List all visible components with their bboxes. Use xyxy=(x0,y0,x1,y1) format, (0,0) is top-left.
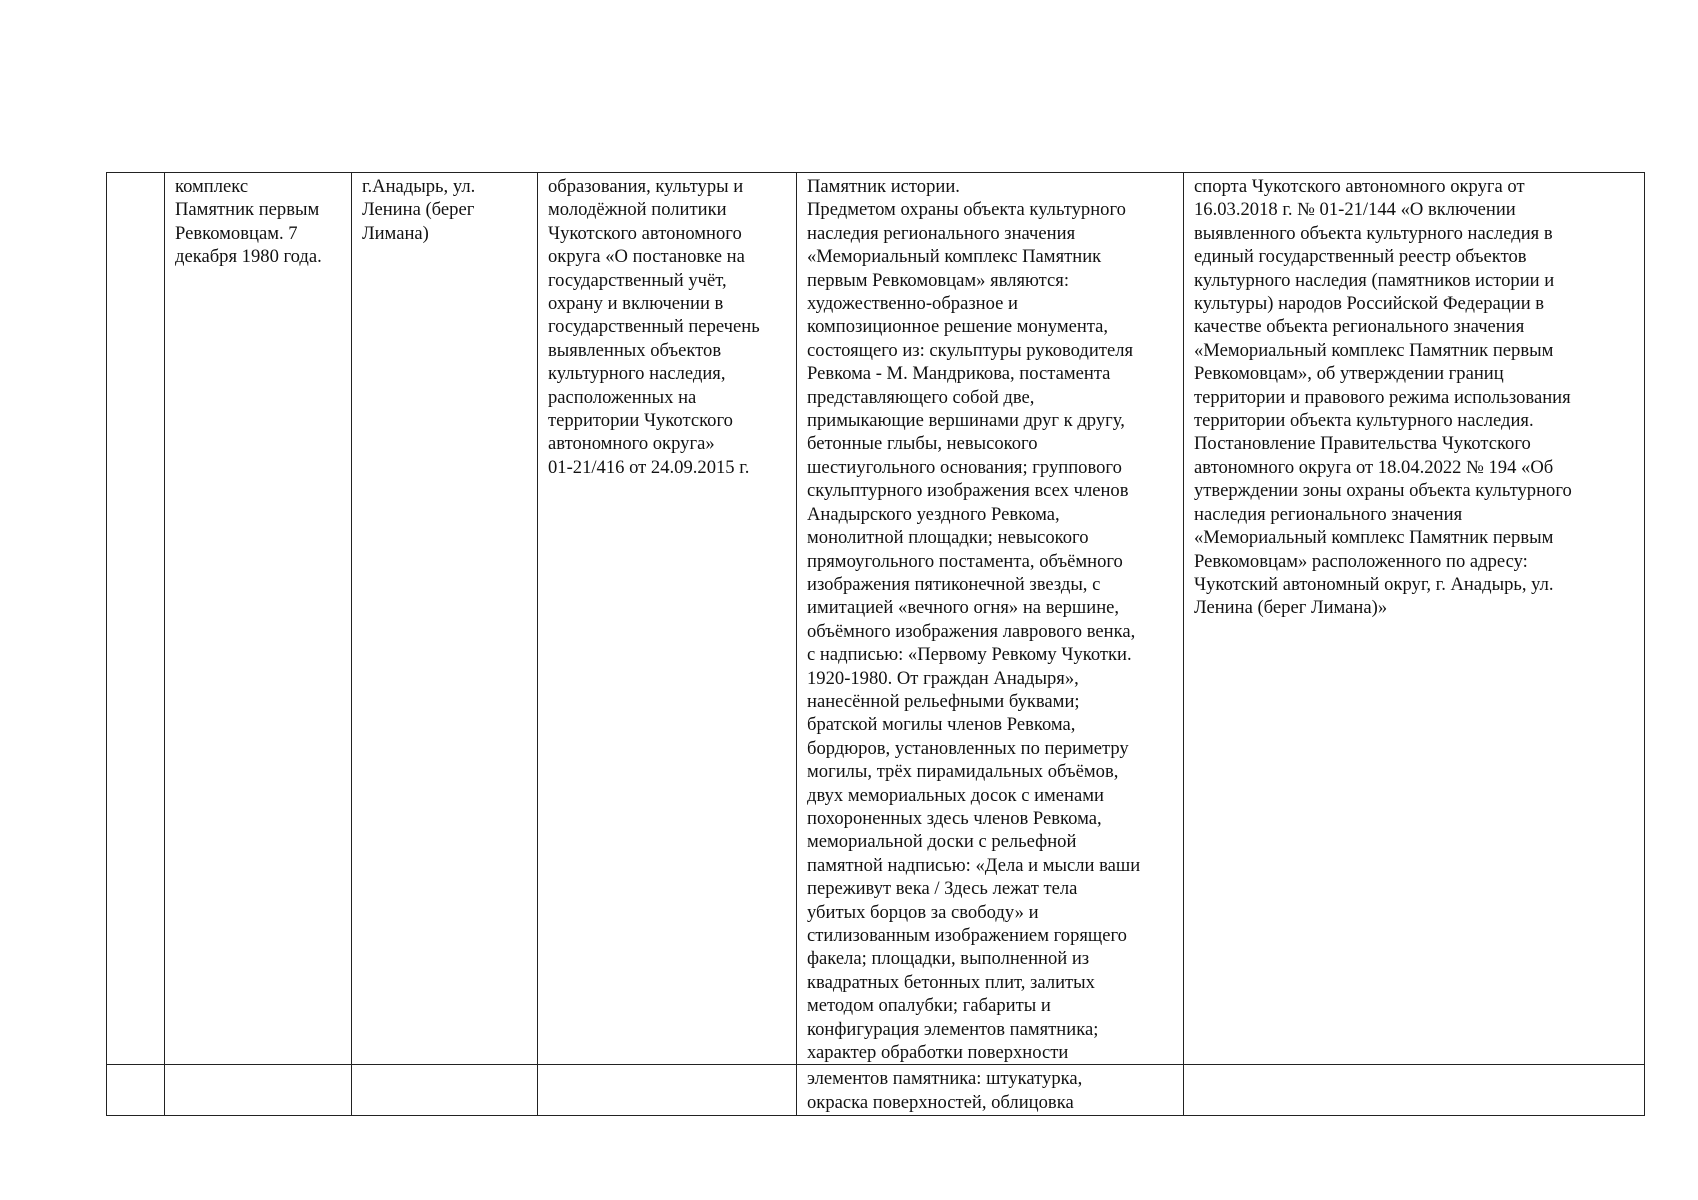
table-row xyxy=(107,1065,1645,1116)
cell-number xyxy=(107,1065,165,1116)
cell-number xyxy=(107,173,165,1065)
cell-address: г.Анадырь, ул. Ленина (берег Лимана) xyxy=(352,173,538,1065)
heritage-register-table xyxy=(106,172,1645,1116)
cell-registration-document: образования, культуры и молодёжной политики Чукотского автономного округа «О постановке на государственный учёт, охрану и включении в государственный перечень выявленных объектов культурного наследия, расположенных на территории Чукотского автономного округа» 01-21/416 от 24.09.2015 г. xyxy=(538,173,797,1065)
table-row xyxy=(107,173,1645,1065)
cell-legal-documents xyxy=(1184,1065,1645,1116)
cell-legal-documents: спорта Чукотского автономного округа от 16.03.2018 г. № 01-21/144 «О включении выявленного объекта культурного наследия в единый государственный реестр объектов культурного наследия (памятников истории и культуры) народов Российской Федерации в качестве объекта регионального значения «Мемориальный комплекс Памятник первым Ревкомовцам», об утверждении границ территории и правового режима использования территории объекта культурного наследия. Постановление Правительства Чукотского автономного округа от 18.04.2022 № 194 «Об утверждении зоны охраны объекта культурного наследия регионального значения «Мемориальный комплекс Памятник первым Ревкомовцам» расположенного по адресу: Чукотский автономный округ, г. Анадырь, ул. Ленина (берег Лимана)» xyxy=(1184,173,1645,1065)
cell-protection-subject: Памятник истории. Предметом охраны объекта культурного наследия регионального значения «Мемориальный комплекс Памятник первым Ревкомовцам» являются: художественно-образное и композиционное решение монумента, состоящего из: скульптуры руководителя Ревкома - М. Мандрикова, постамента представляющего собой две, примыкающие вершинами друг к другу, бетонные глыбы, невысокого шестиугольного основания; группового скульптурного изображения всех членов Анадырского уездного Ревкома, монолитной площадки; невысокого прямоугольного постамента, объёмного изображения пятиконечной звезды, с имитацией «вечного огня» на вершине, объёмного изображения лаврового венка, с надписью: «Первому Ревкому Чукотки. 1920-1980. От граждан Анадыря», нанесённой рельефными буквами; братской могилы членов Ревкома, бордюров, установленных по периметру могилы, трёх пирамидальных объёмов, двух мемориальных досок с именами похороненных здесь членов Ревкома, мемориальной доски с рельефной памятной надписью: «Дела и мысли ваши переживут века / Здесь лежат тела убитых борцов за свободу» и стилизованным изображением горящего факела; площадки, выполненной из квадратных бетонных плит, залитых методом опалубки; габариты и конфигурация элементов памятника; характер обработки поверхности xyxy=(797,173,1184,1065)
cell-protection-subject: элементов памятника: штукатурка, окраска поверхностей, облицовка xyxy=(797,1065,1184,1116)
cell-object-name: комплекс Памятник первым Ревкомовцам. 7 декабря 1980 года. xyxy=(165,173,352,1065)
cell-address xyxy=(352,1065,538,1116)
cell-registration-document xyxy=(538,1065,797,1116)
cell-object-name xyxy=(165,1065,352,1116)
